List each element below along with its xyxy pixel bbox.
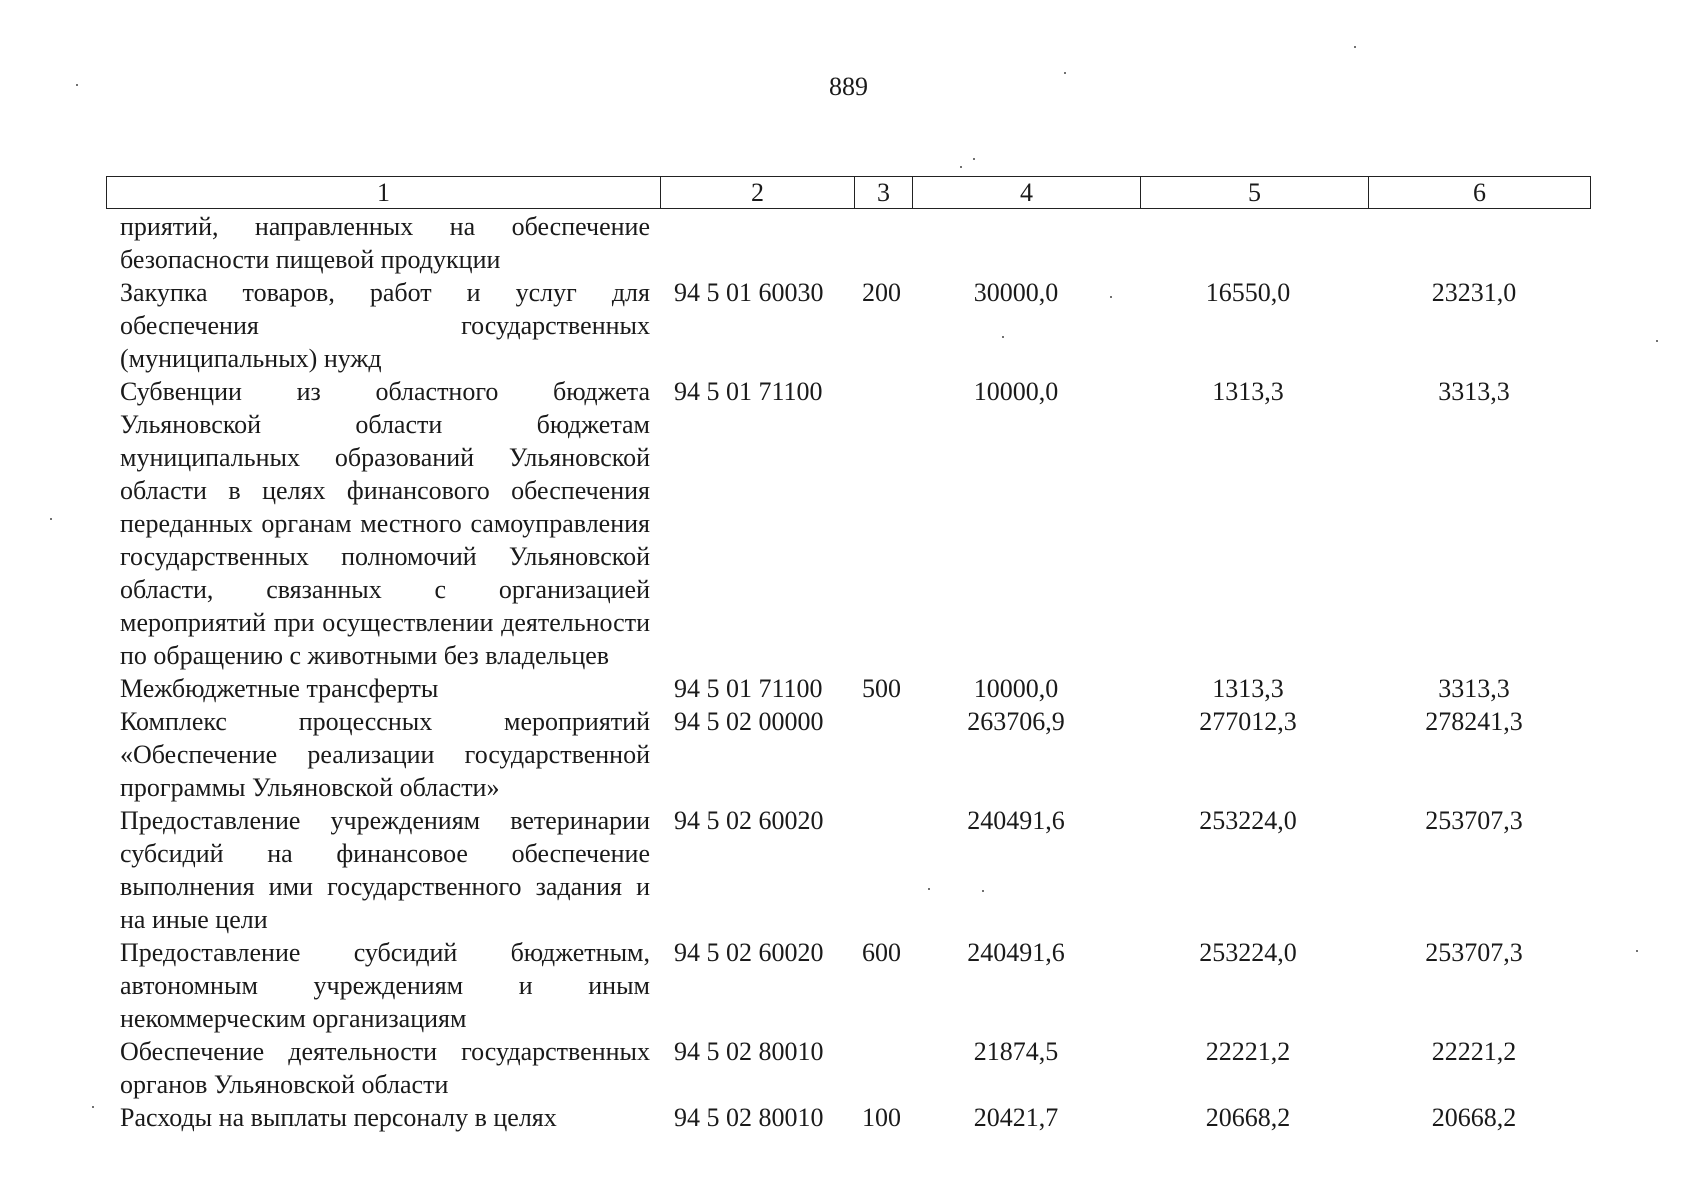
row-type — [854, 1035, 912, 1101]
row-value-col6: 23231,0 — [1431, 278, 1517, 307]
row-value-col4: 10000,0 — [973, 674, 1059, 703]
row-name: Предоставление субсидий бюджетным, автономным учреждениям и иным некоммерческим организациям — [120, 938, 650, 1033]
row-value-col6 — [1368, 210, 1590, 276]
row-code: 94 5 01 71100 — [674, 674, 823, 703]
row-value-col4: 30000,0 — [973, 278, 1059, 307]
row-value-col5: 277012,3 — [1199, 707, 1297, 736]
row-value-col4 — [912, 210, 1140, 276]
row-code: 94 5 02 00000 — [674, 707, 824, 736]
row-value-col5 — [1140, 210, 1368, 276]
row-value-col5: 1313,3 — [1212, 674, 1284, 703]
column-header: 4 — [913, 177, 1141, 209]
row-value-col5: 253224,0 — [1199, 938, 1297, 967]
column-header-table — [106, 176, 1591, 209]
row-code: 94 5 01 60030 — [674, 278, 824, 307]
row-type — [854, 705, 912, 804]
row-name: Предоставление учреждениям ветеринарии субсидий на финансовое обеспечение выполнения ими государственного задания и на иные цели — [120, 806, 650, 934]
row-value-col5: 253224,0 — [1199, 806, 1297, 835]
row-type — [854, 210, 912, 276]
row-type — [854, 804, 912, 936]
row-value-col4: 21874,5 — [973, 1037, 1059, 1066]
column-header: 1 — [107, 177, 661, 209]
row-value-col6: 3313,3 — [1438, 674, 1510, 703]
page-number: 889 — [829, 72, 868, 101]
row-value-col4: 240491,6 — [967, 938, 1065, 967]
row-value-col6: 253707,3 — [1425, 938, 1523, 967]
column-header: 3 — [855, 177, 913, 209]
row-code: 94 5 02 80010 — [674, 1037, 824, 1066]
row-name: Комплекс процессных мероприятий «Обеспечение реализации государственной программы Ульяновской области» — [120, 707, 650, 802]
column-header: 6 — [1369, 177, 1591, 209]
row-value-col4: 263706,9 — [967, 707, 1065, 736]
row-type — [854, 375, 912, 672]
column-header: 2 — [661, 177, 855, 209]
table-row — [106, 804, 1590, 936]
row-type: 600 — [862, 938, 901, 967]
row-value-col5: 16550,0 — [1205, 278, 1291, 307]
table-row — [106, 375, 1590, 672]
row-value-col5: 20668,2 — [1205, 1103, 1291, 1132]
table-row — [106, 705, 1590, 804]
row-code — [660, 210, 854, 276]
table-row — [106, 210, 1590, 276]
table-row — [106, 1101, 1590, 1134]
row-value-col6: 3313,3 — [1438, 377, 1510, 406]
row-name: Обеспечение деятельности государственных органов Ульяновской области — [120, 1037, 650, 1099]
row-type: 500 — [862, 674, 901, 703]
row-value-col6: 22221,2 — [1431, 1037, 1517, 1066]
row-value-col5: 1313,3 — [1212, 377, 1284, 406]
table-row — [106, 276, 1590, 375]
row-name: Межбюджетные трансферты — [120, 674, 439, 703]
row-value-col6: 20668,2 — [1431, 1103, 1517, 1132]
row-type: 200 — [862, 278, 901, 307]
row-name: Расходы на выплаты персоналу в целях — [120, 1103, 557, 1132]
row-name: Закупка товаров, работ и услуг для обеспечения государственных (муниципальных) нужд — [120, 278, 650, 373]
column-header: 5 — [1141, 177, 1369, 209]
table-row — [106, 672, 1590, 705]
row-code: 94 5 02 60020 — [674, 938, 824, 967]
row-type: 100 — [862, 1103, 901, 1132]
column-header-row — [107, 177, 1591, 209]
table-row — [106, 936, 1590, 1035]
row-code: 94 5 02 80010 — [674, 1103, 824, 1132]
row-value-col6: 253707,3 — [1425, 806, 1523, 835]
row-value-col6: 278241,3 — [1425, 707, 1523, 736]
row-value-col5: 22221,2 — [1205, 1037, 1291, 1066]
row-value-col4: 240491,6 — [967, 806, 1065, 835]
budget-table — [106, 210, 1590, 1134]
row-value-col4: 10000,0 — [973, 377, 1059, 406]
row-name: Субвенции из областного бюджета Ульяновской области бюджетам муниципальных образований Ульяновской области в целях финансового обеспечения переданных органам местного самоуправления государственных полномочий Ульяновской области, связанных с организацией мероприятий при осуществлении деятельности по обращению с животными без владельцев — [120, 377, 650, 670]
row-name: приятий, направленных на обеспечение безопасности пищевой продукции — [120, 212, 650, 274]
row-code: 94 5 01 71100 — [674, 377, 823, 406]
row-code: 94 5 02 60020 — [674, 806, 824, 835]
table-row — [106, 1035, 1590, 1101]
row-value-col4: 20421,7 — [973, 1103, 1059, 1132]
